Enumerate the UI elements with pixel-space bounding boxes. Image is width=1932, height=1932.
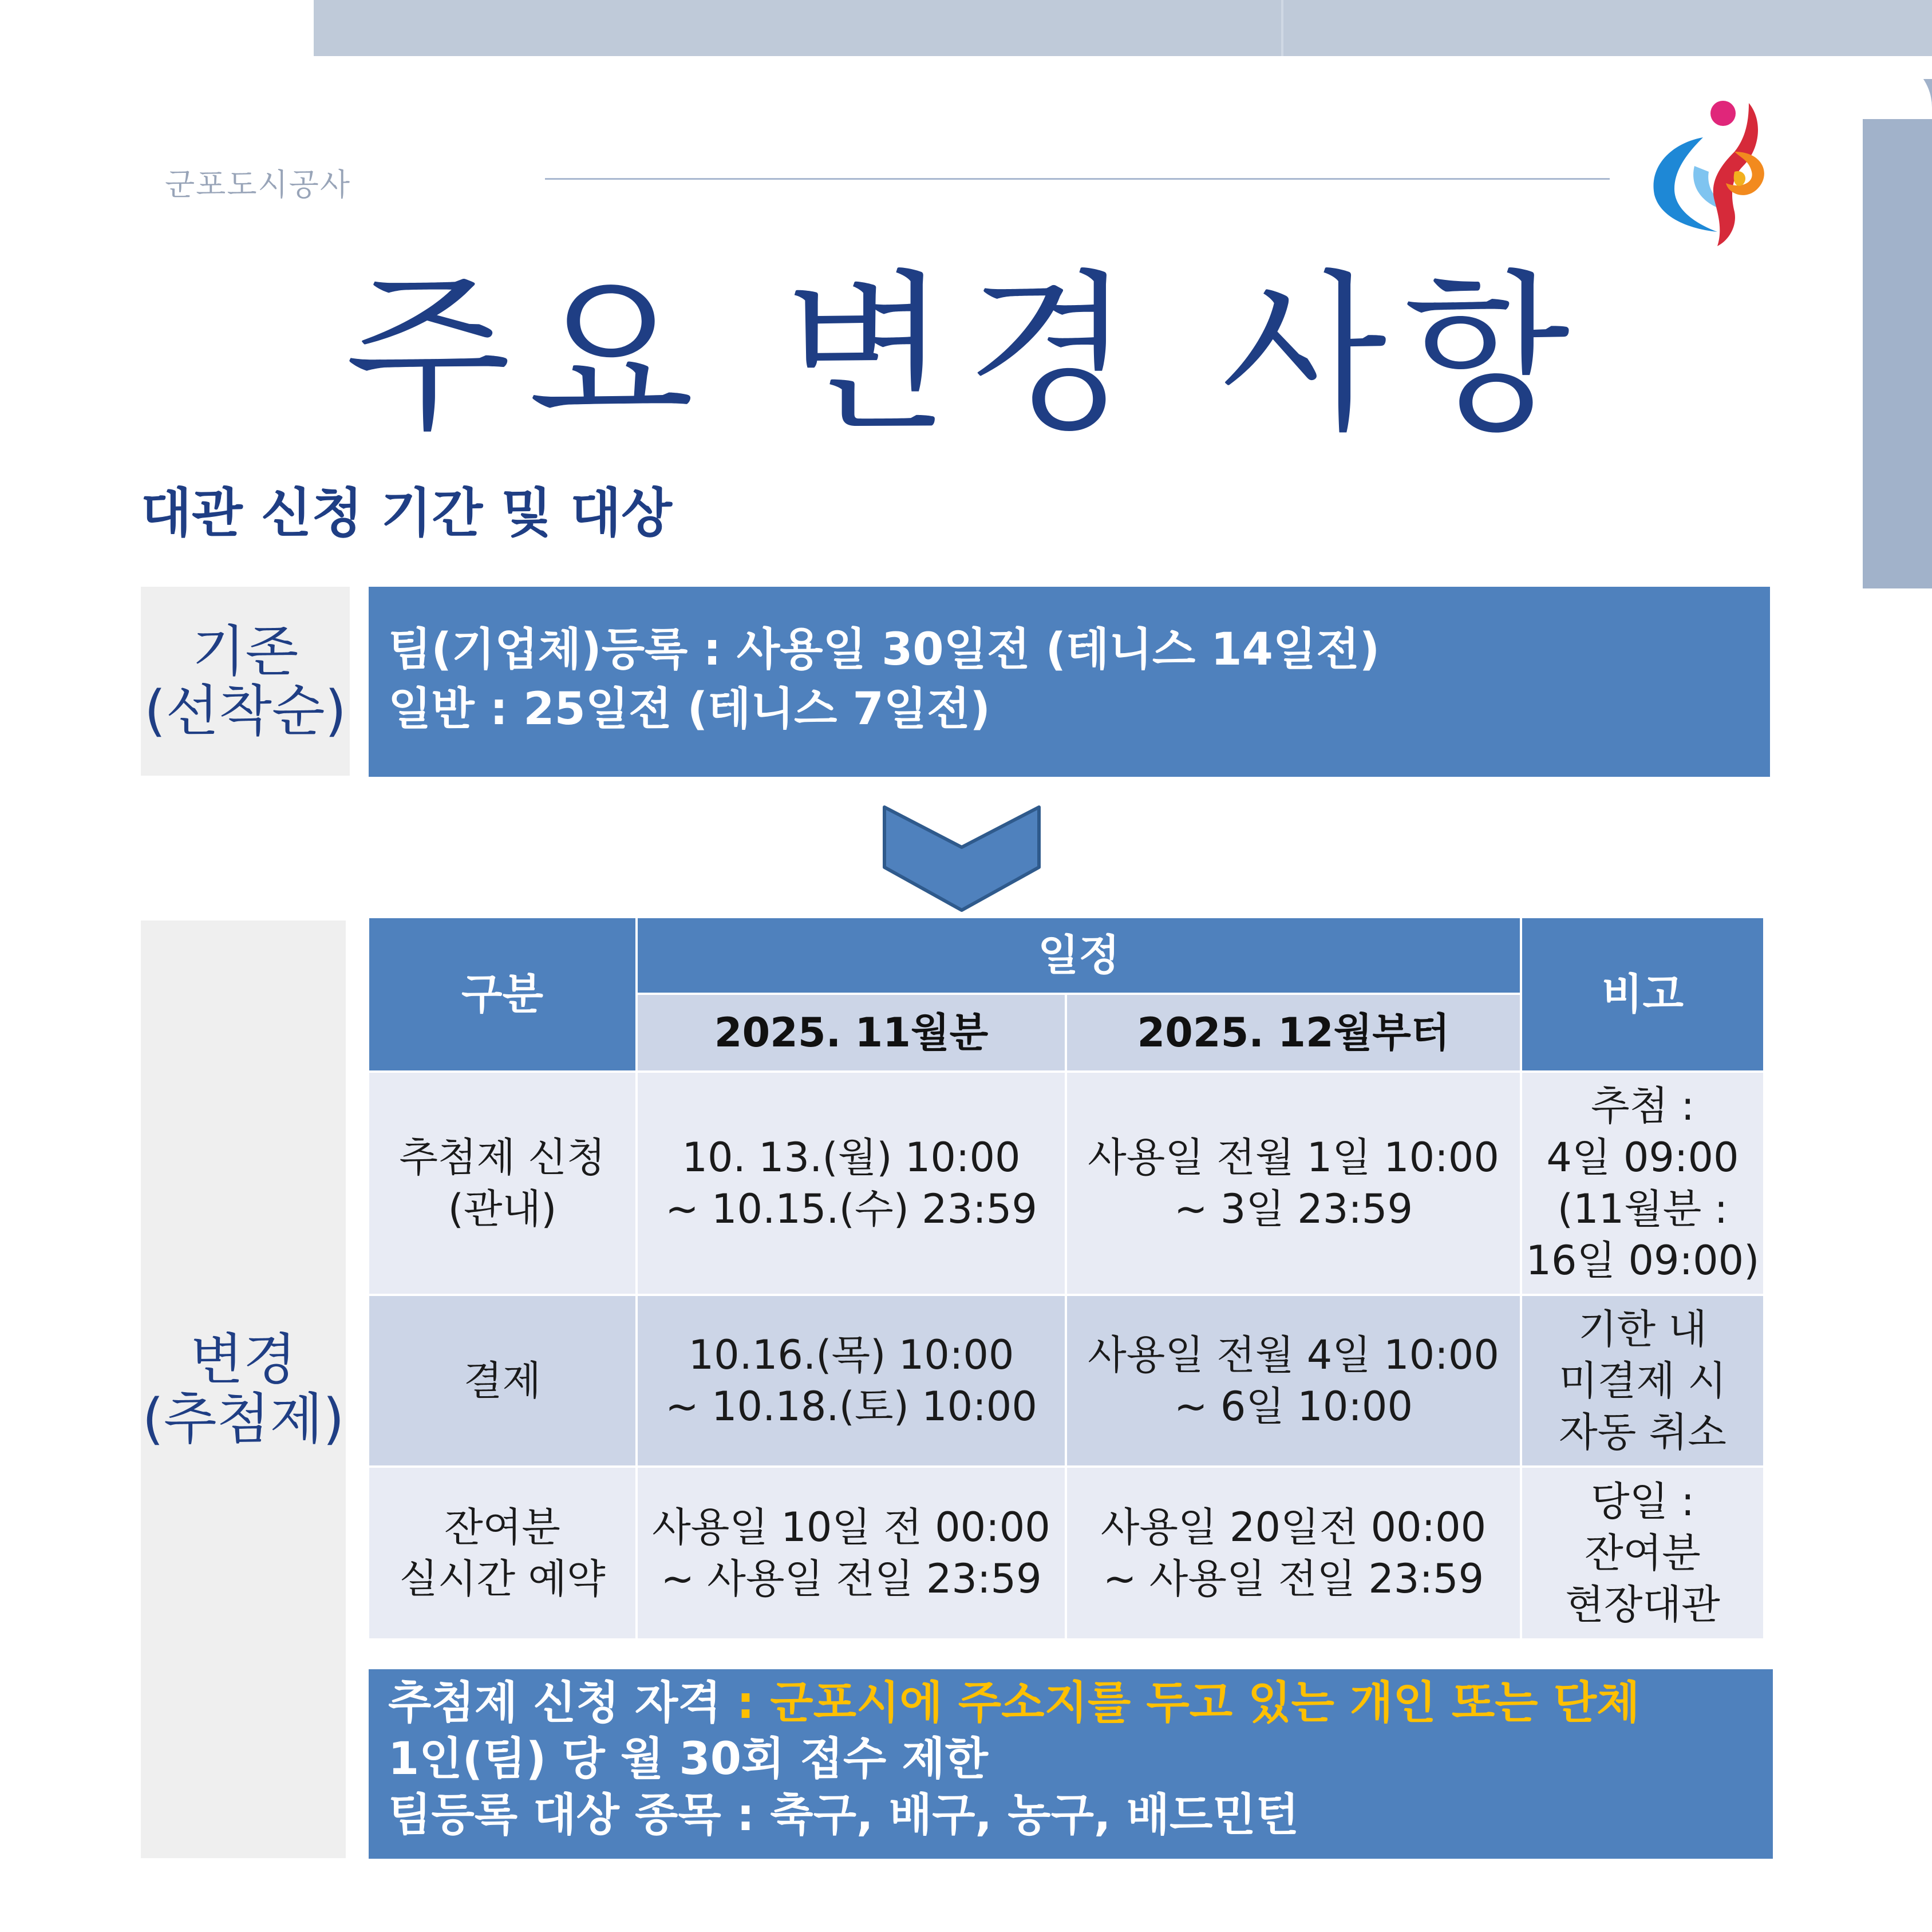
row-nov: 10.16.(목) 10:00 ~ 10.18.(토) 10:00 [637,1295,1066,1467]
row-nov: 사용일 10일 전 00:00 ~ 사용일 전일 23:59 [637,1467,1066,1639]
row-nov: 10. 13.(월) 10:00 ~ 10.15.(수) 23:59 [637,1072,1066,1295]
row-category: 추첨제 신청 (관내) [368,1072,637,1295]
row-dec: 사용일 20일전 00:00 ~ 사용일 전일 23:59 [1066,1467,1521,1639]
table-row [368,1467,1764,1639]
table-row [368,1295,1764,1467]
page-title: 주요 변경 사항 [345,255,1587,455]
eligibility-value: : 군포시에 주소지를 두고 있는 개인 또는 단체 [721,1677,1640,1729]
schedule-table [367,916,1765,1641]
subheader-nov: 2025. 11월분 [637,994,1066,1072]
chevron-down-icon [882,804,1042,913]
header-category: 구분 [368,917,637,1072]
header-schedule: 일정 [637,917,1521,994]
header-note: 비고 [1521,917,1764,1072]
row-note: 추첨 : 4일 09:00 (11월분 : 16일 09:00) [1521,1072,1764,1295]
old-label-line1: 기존 [192,619,299,683]
table-row [368,1072,1764,1295]
old-system-label [141,587,350,776]
eligibility-line3: 팀등록 대상 종목 : 축구, 배구, 농구, 배드민턴 [388,1789,1299,1841]
row-note: 기한 내 미결제 시 자동 취소 [1521,1295,1764,1467]
row-dec: 사용일 전월 1일 10:00 ~ 3일 23:59 [1066,1072,1521,1295]
subheader-dec: 2025. 12월부터 [1066,994,1521,1072]
eligibility-line1 [388,1675,1773,1731]
eligibility-label: 추첨제 신청 자격 [388,1677,721,1729]
row-category: 결제 [368,1295,637,1467]
old-system-line1: 팀(기업체)등록 : 사용일 30일전 (테니스 14일전) [388,624,1380,675]
top-decor-band [314,0,1932,56]
organization-name: 군포도시공사 [165,167,351,203]
header-rule [545,178,1610,180]
page-curl-decor [1843,56,1932,119]
new-label-line2: (추첨제) [142,1387,345,1451]
row-category: 잔여분 실시간 예약 [368,1467,637,1639]
top-decor-divider [1281,0,1283,56]
old-label-line2: (선착순) [144,679,347,743]
eligibility-box [369,1669,1773,1859]
row-dec: 사용일 전월 4일 10:00 ~ 6일 10:00 [1066,1295,1521,1467]
eligibility-line2: 1인(팀) 당 월 30회 접수 제한 [388,1733,989,1785]
new-system-label [141,920,346,1858]
section-subtitle: 대관 신청 기간 및 대상 [141,483,672,544]
row-note: 당일 : 잔여분 현장대관 [1521,1467,1764,1639]
organization-logo-icon [1649,97,1780,246]
new-label-line1: 변경 [190,1327,297,1392]
old-system-line2: 일반 : 25일전 (테니스 7일전) [388,683,991,735]
old-system-box [369,587,1770,777]
